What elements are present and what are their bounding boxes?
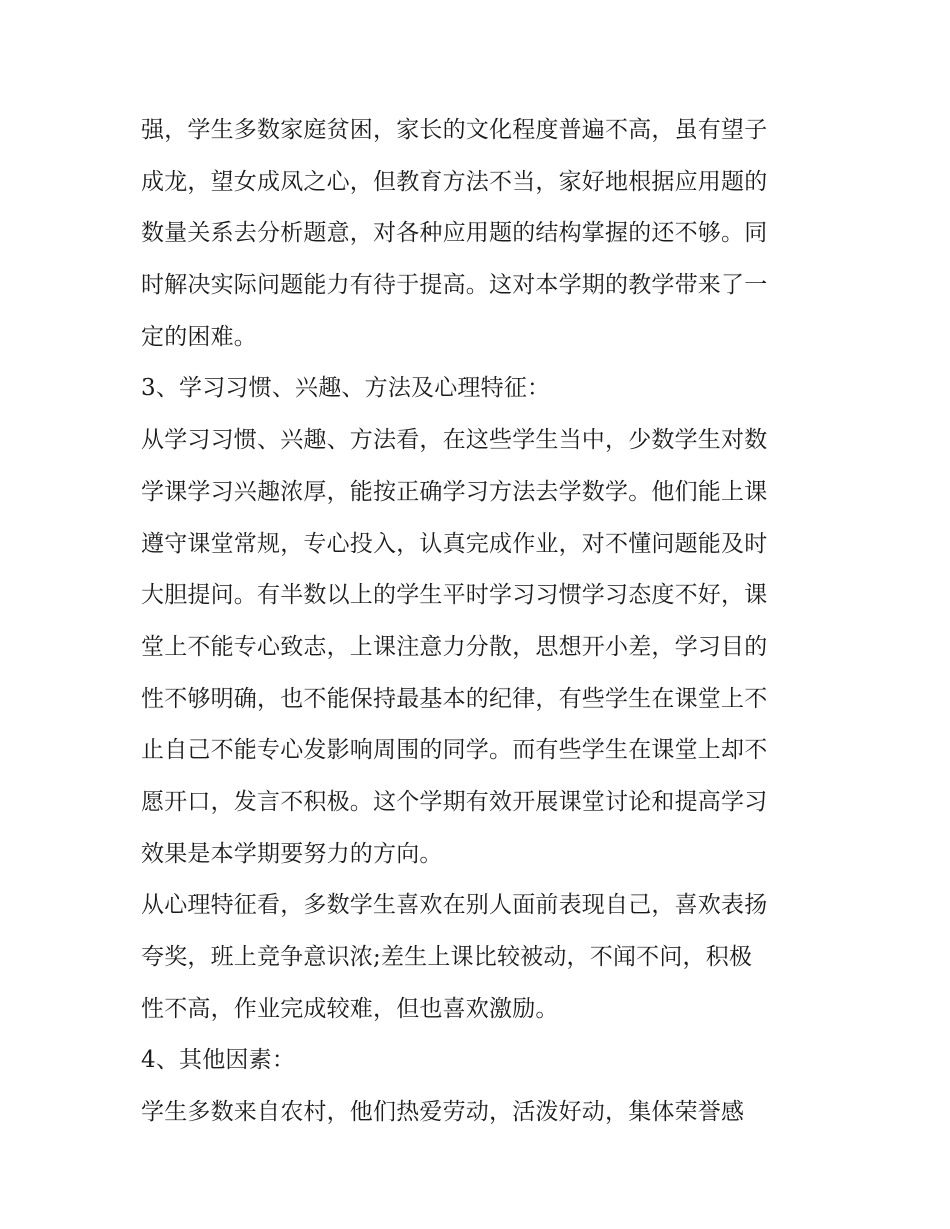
- text-line: 性不高，作业完成较难，但也喜欢激励。: [141, 995, 559, 1022]
- section-heading-4: 4、其他因素：: [141, 1047, 296, 1074]
- text-line: 夸奖，班上竞争意识浓;差生上课比较被动，不闻不问，积极: [141, 944, 753, 970]
- text-line: 堂上不能专心致志，上课注意力分散，思想开小差，学习目的: [141, 633, 768, 660]
- text-line: 时解决实际问题能力有待于提高。这对本学期的教学带来了一: [141, 272, 768, 299]
- text-line: 止自己不能专心发影响周围的同学。而有些学生在课堂上却不: [141, 737, 768, 764]
- text-line: 成龙，望女成凤之心，但教育方法不当，家好地根据应用题的: [141, 168, 768, 195]
- text-line: 愿开口，发言不积极。这个学期有效开展课堂讨论和提高学习: [141, 788, 768, 815]
- section-heading-3: 3、学习习惯、兴趣、方法及心理特征：: [141, 375, 551, 402]
- text-line: 从心理特征看，多数学生喜欢在别人面前表现自己，喜欢表扬: [141, 892, 768, 919]
- text-line: 数量关系去分析题意，对各种应用题的结构掌握的还不够。同: [141, 220, 768, 247]
- text-line: 遵守课堂常规，专心投入，认真完成作业，对不懂问题能及时: [141, 530, 768, 557]
- text-line: 效果是本学期要努力的方向。: [141, 840, 443, 867]
- text-line: 大胆提问。有半数以上的学生平时学习习惯学习态度不好，课: [141, 582, 768, 609]
- text-line: 强，学生多数家庭贫困，家长的文化程度普遍不高，虽有望子: [141, 117, 768, 143]
- text-line: 学生多数来自农村，他们热爱劳动，活泼好动，集体荣誉感: [141, 1099, 745, 1126]
- text-line: 学课学习兴趣浓厚，能按正确学习方法去学数学。他们能上课: [141, 478, 768, 505]
- document-body: [141, 105, 813, 1139]
- text-line: 性不够明确，也不能保持最基本的纪律，有些学生在课堂上不: [141, 685, 768, 712]
- text-line: 定的困难。: [141, 323, 257, 350]
- text-line: 从学习习惯、兴趣、方法看，在这些学生当中，少数学生对数: [141, 427, 768, 454]
